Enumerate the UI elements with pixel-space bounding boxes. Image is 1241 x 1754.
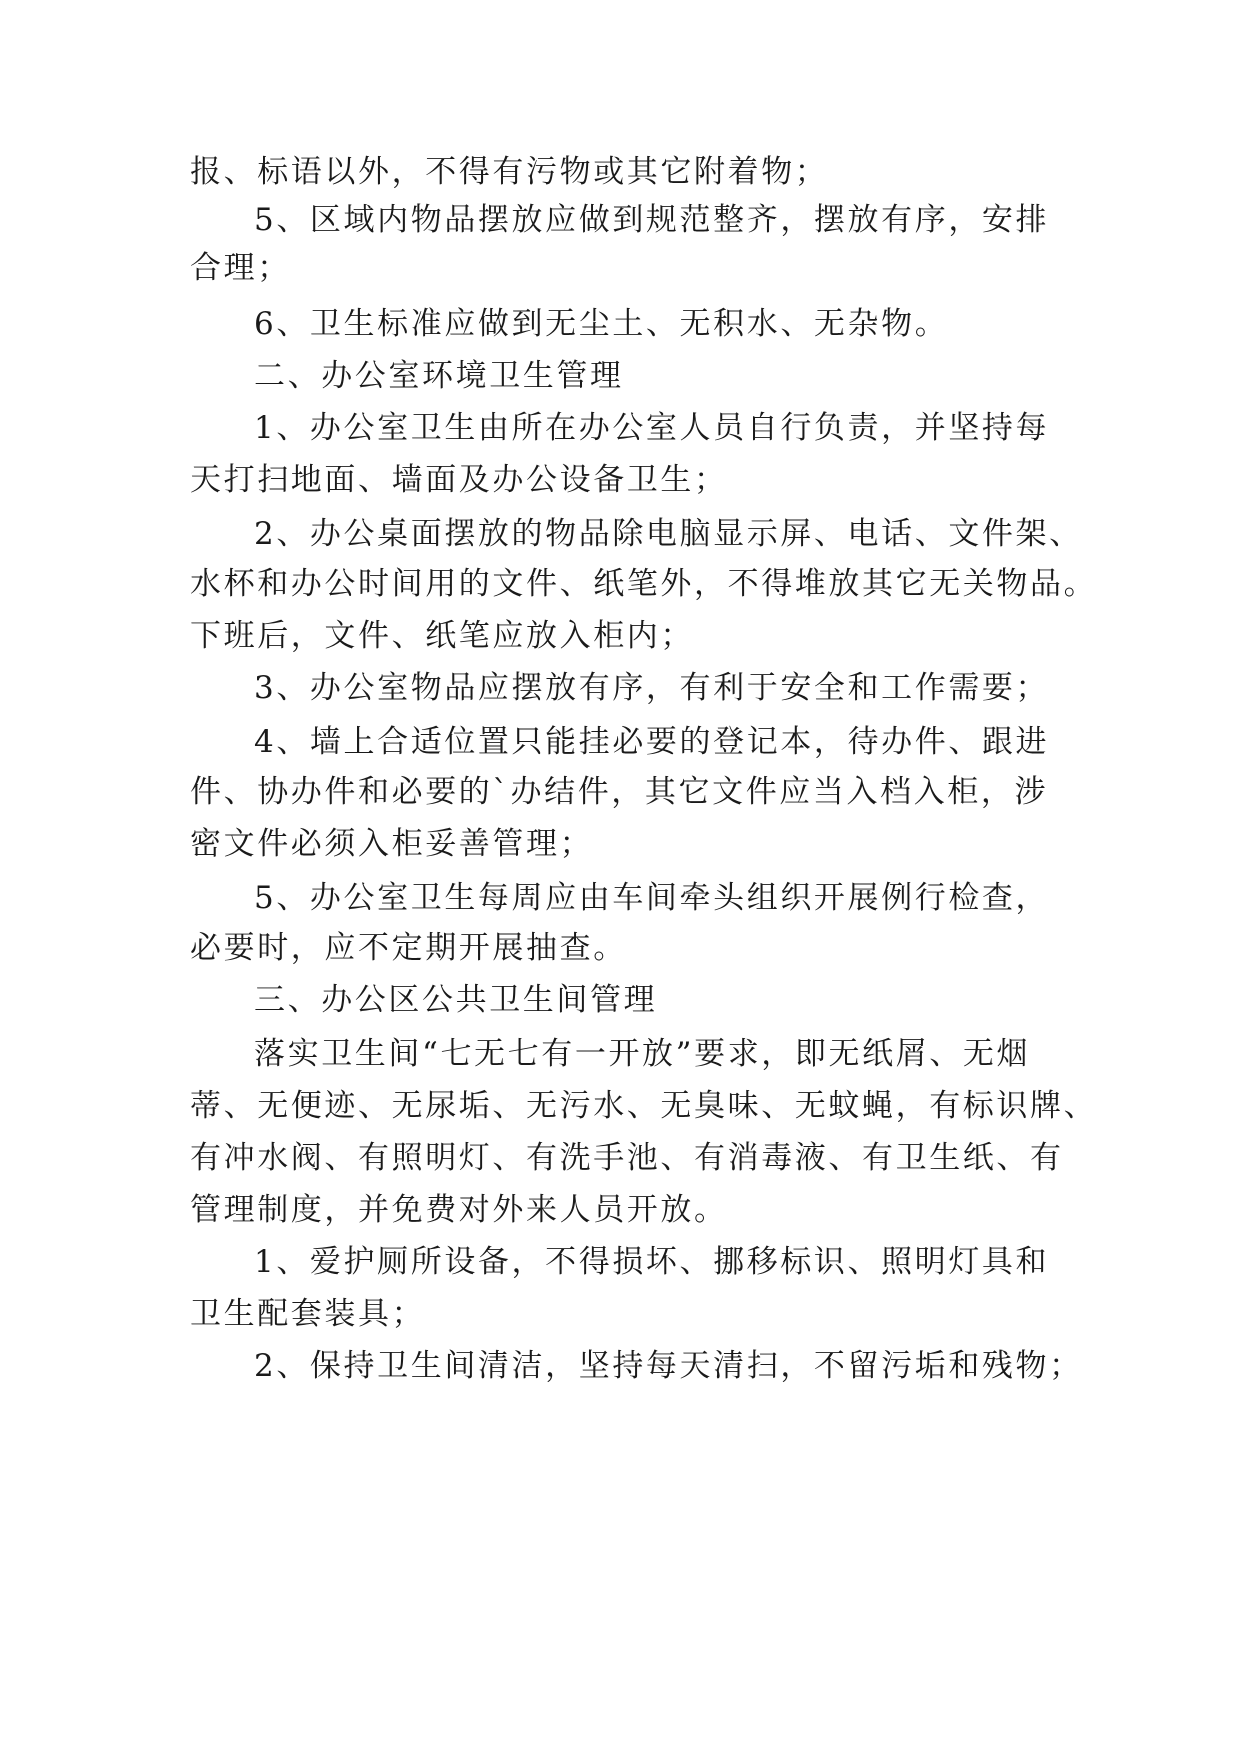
section-heading: 三、办公区公共卫生间管理 bbox=[254, 982, 658, 1018]
text-line: 蒂、无便迹、无尿垢、无污水、无臭味、无蚊蝇，有标识牌、 bbox=[190, 1088, 1098, 1124]
text-line: 下班后，文件、纸笔应放入柜内； bbox=[190, 618, 694, 654]
text-line: 报、标语以外，不得有污物或其它附着物； bbox=[190, 154, 829, 190]
text-line: 6、卫生标准应做到无尘土、无积水、无杂物。 bbox=[254, 306, 949, 342]
text-line: 密文件必须入柜妥善管理； bbox=[190, 826, 594, 862]
text-line: 4、墙上合适位置只能挂必要的登记本，待办件、跟进 bbox=[254, 724, 1050, 760]
section-heading: 二、办公室环境卫生管理 bbox=[254, 358, 624, 394]
text-line: 合理； bbox=[190, 250, 291, 286]
text-line: 2、办公桌面摆放的物品除电脑显示屏、电话、文件架、 bbox=[254, 516, 1083, 552]
text-line: 5、办公室卫生每周应由车间牵头组织开展例行检查， bbox=[254, 880, 1050, 916]
text-line: 1、办公室卫生由所在办公室人员自行负责，并坚持每 bbox=[254, 410, 1050, 446]
text-line: 件、协办件和必要的`办结件，其它文件应当入档入柜，涉 bbox=[190, 774, 1049, 810]
text-line: 水杯和办公时间用的文件、纸笔外，不得堆放其它无关物品。 bbox=[190, 566, 1098, 602]
text-line: 1、爱护厕所设备，不得损坏、挪移标识、照明灯具和 bbox=[254, 1244, 1050, 1280]
text-line: 有冲水阀、有照明灯、有洗手池、有消毒液、有卫生纸、有 bbox=[190, 1140, 1064, 1176]
text-line: 管理制度，并免费对外来人员开放。 bbox=[190, 1192, 728, 1228]
text-line: 必要时，应不定期开展抽查。 bbox=[190, 930, 627, 966]
text-line: 2、保持卫生间清洁，坚持每天清扫，不留污垢和残物； bbox=[254, 1348, 1083, 1384]
text-line: 天打扫地面、墙面及办公设备卫生； bbox=[190, 462, 728, 498]
text-line: 卫生配套装具； bbox=[190, 1296, 426, 1332]
text-line: 落实卫生间“七无七有一开放”要求，即无纸屑、无烟 bbox=[254, 1036, 1031, 1072]
text-line: 5、区域内物品摆放应做到规范整齐，摆放有序，安排 bbox=[254, 202, 1050, 238]
text-line: 3、办公室物品应摆放有序，有利于安全和工作需要； bbox=[254, 670, 1050, 706]
